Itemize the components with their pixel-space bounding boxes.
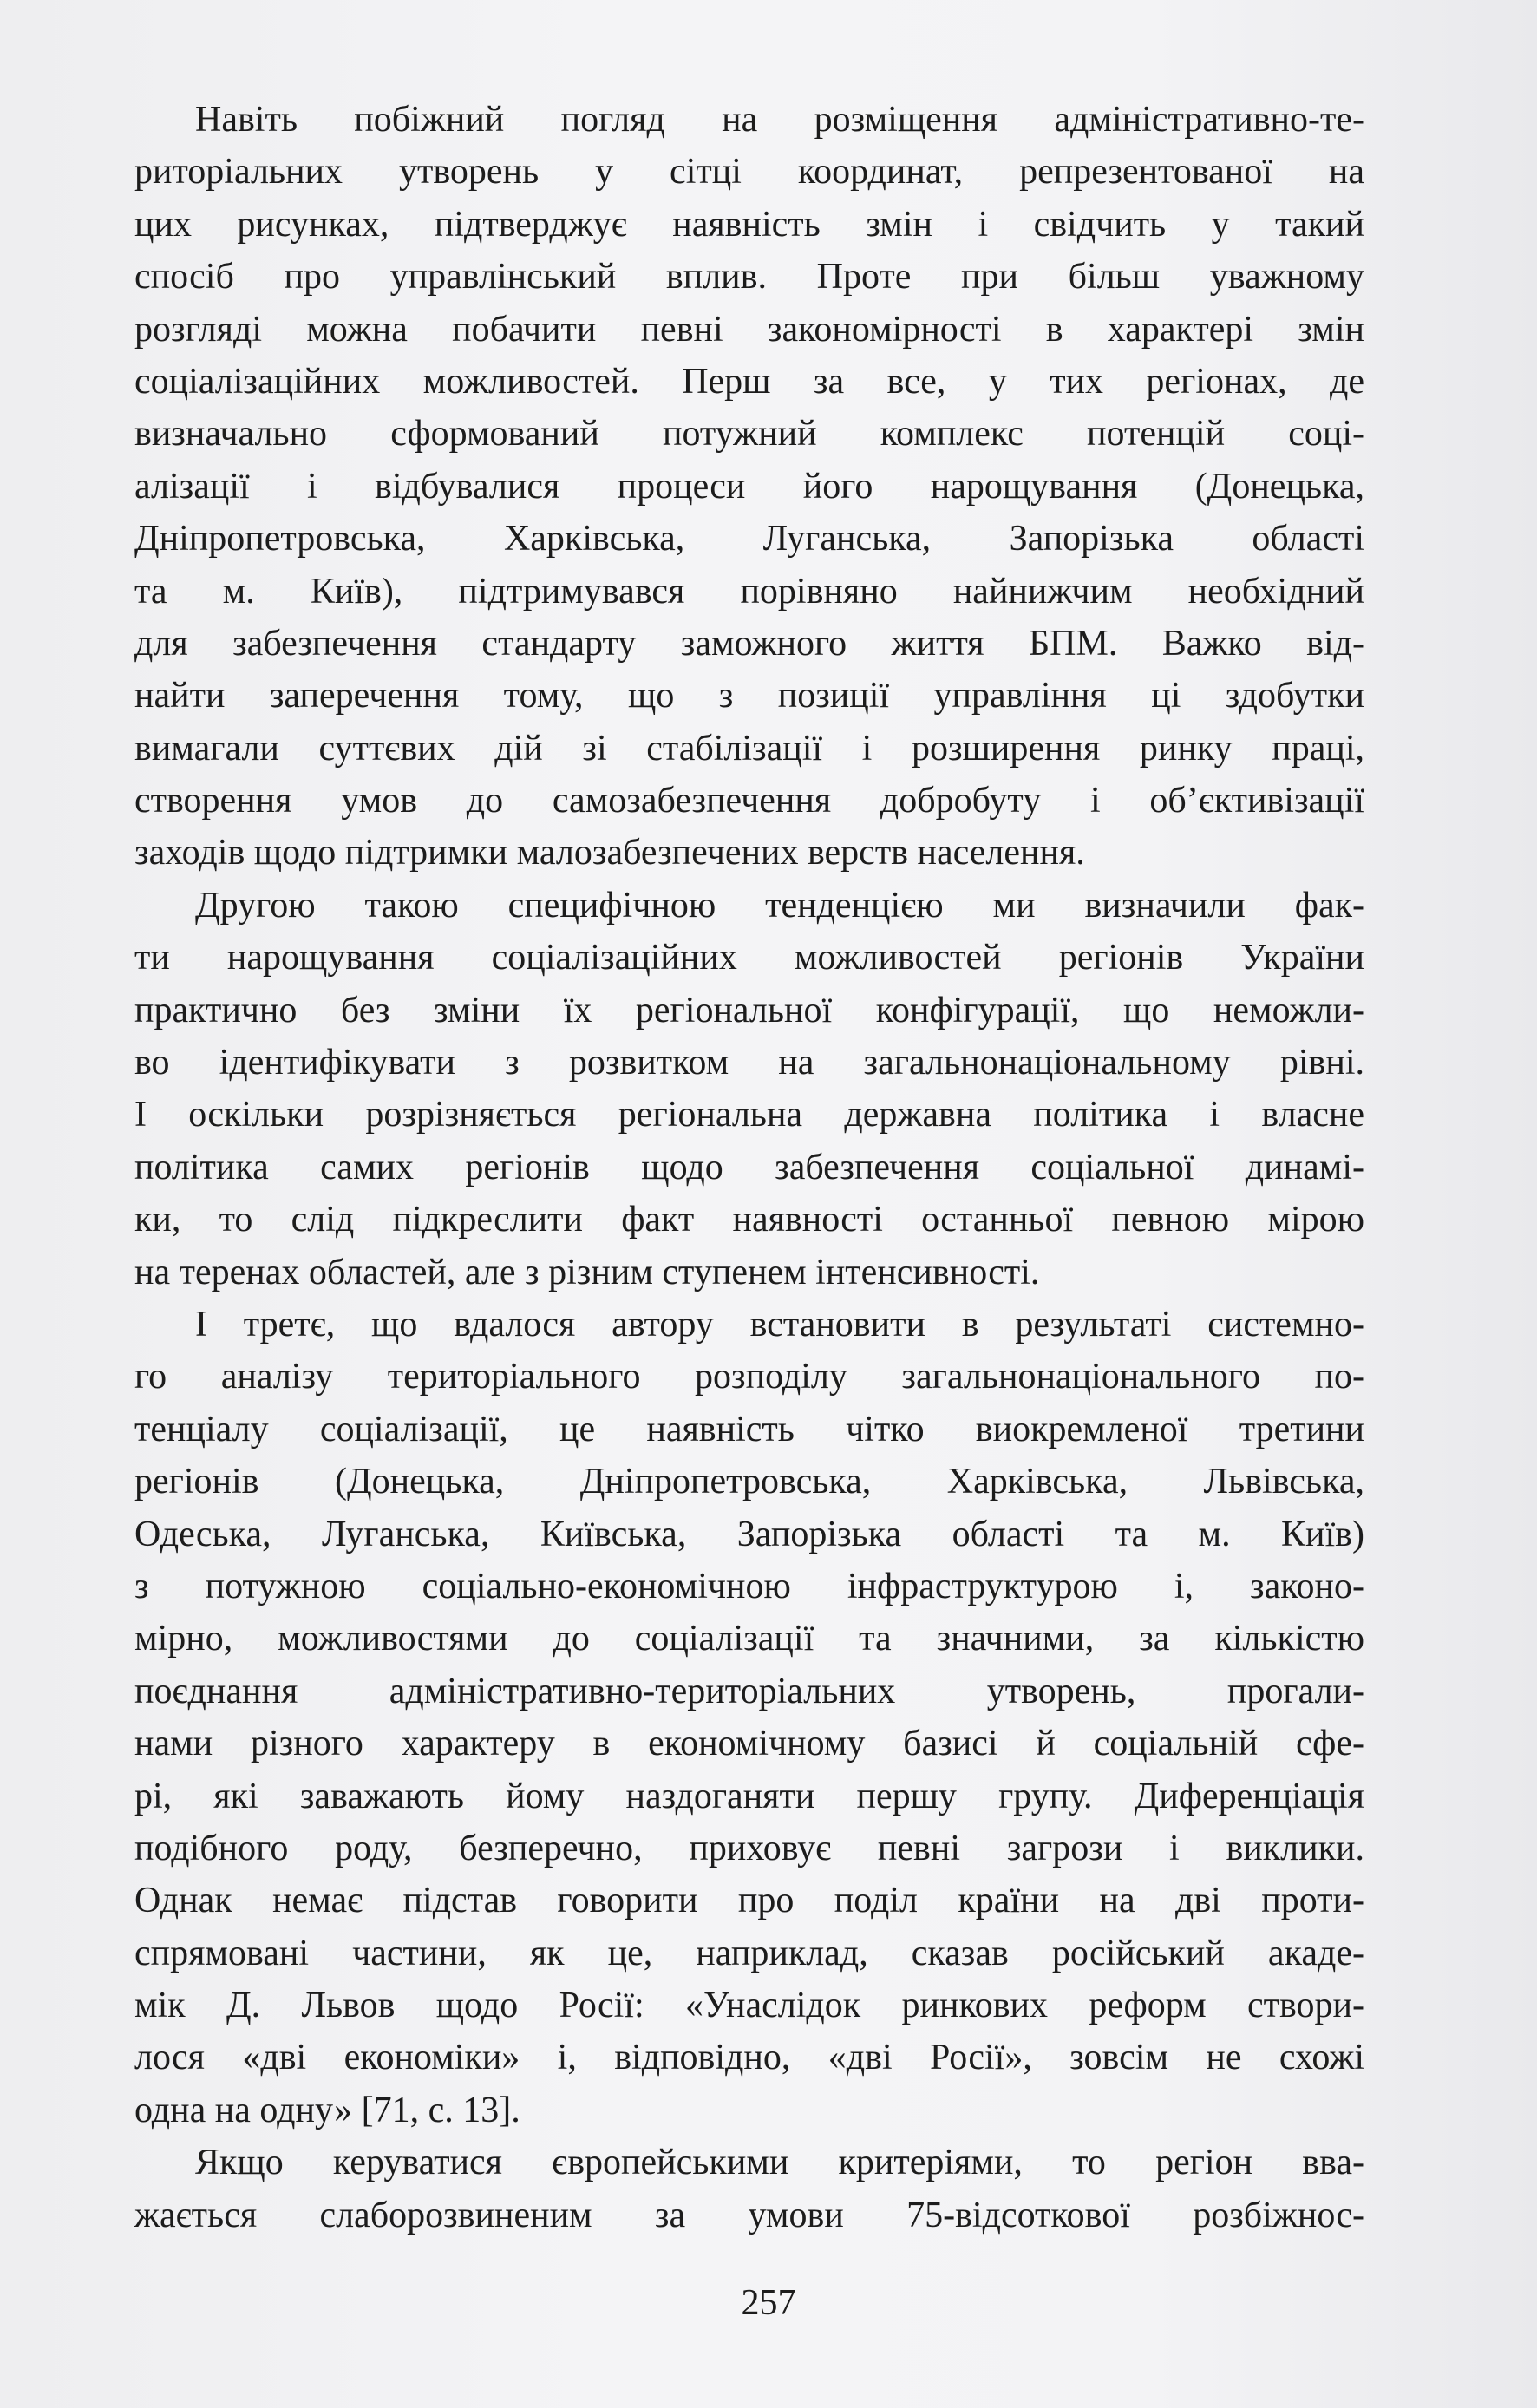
text-line: нами різного характеру в економічному базисі й соціальній сфе- [134,1724,1364,1764]
paragraph [134,2136,1364,2241]
text-line: ки, то слід підкреслити факт наявності останньої певною мірою [134,1200,1364,1240]
text-line: практично без зміни їх регіональної конфігурації, що неможли- [134,990,1364,1031]
body-text [134,94,1364,2241]
text-line: розгляді можна побачити певні закономірності в характері змін [134,309,1364,350]
text-line: тенціалу соціалізації, це наявність чітко виокремленої третини [134,1409,1364,1449]
text-line: з потужною соціально-економічною інфраструктурою і, законо- [134,1566,1364,1606]
text-line: визначально сформований потужний комплекс потенцій соці- [134,414,1364,455]
text-line: го аналізу територіального розподілу загальнонаціонального по- [134,1357,1364,1397]
text-line: Дніпропетровська, Харківська, Луганська, Запорізька області [134,519,1364,559]
text-line: лося «дві економіки» і, відповідно, «дві Росії», зовсім не схожі [134,2038,1364,2078]
text-line: одна на одну» [71, с. 13]. [134,2090,520,2130]
text-line: во ідентифікувати з розвитком на загальнонаціональному рівні. [134,1043,1364,1083]
text-line: заходів щодо підтримки малозабезпечених верств населення. [134,833,1085,874]
text-line: регіонів (Донецька, Дніпропетровська, Харківська, Львівська, [134,1462,1364,1502]
page-number: 257 [741,2283,796,2323]
text-line: І оскільки розрізняється регіональна державна політика і власне [134,1095,1364,1135]
text-line: найти заперечення тому, що з позиції управління ці здобутки [134,676,1364,717]
text-line: Другою такою специфічною тенденцією ми визначили фак- [195,885,1364,926]
text-line: соціалізаційних можливостей. Перш за все, у тих регіонах, де [134,361,1364,402]
text-line: спрямовані частини, як це, наприклад, сказав російський акаде- [134,1933,1364,1973]
text-line: Якщо керуватися європейськими критеріями, то регіон вва- [195,2143,1364,2183]
paragraph [134,94,1364,880]
text-line: ти нарощування соціалізаційних можливостей регіонів України [134,938,1364,978]
text-line: поєднання адміністративно-територіальних утворень, прогали- [134,1671,1364,1711]
text-line: рі, які заважають йому наздоганяти першу групу. Диференціація [134,1776,1364,1816]
text-line: Одеська, Луганська, Київська, Запорізька області та м. Київ) [134,1514,1364,1554]
text-line: створення умов до самозабезпечення добробуту і об’єктивізації [134,781,1364,821]
text-line: спосіб про управлінський вплив. Проте при більш уважному [134,257,1364,298]
paragraph [134,1299,1364,2136]
text-line: жається слаборозвиненим за умови 75-відсоткової розбіжнос- [134,2195,1364,2235]
text-line: цих рисунках, підтверджує наявність змін і свідчить у такий [134,204,1364,245]
text-line: алізації і відбувалися процеси його нарощування (Донецька, [134,466,1364,507]
text-line: для забезпечення стандарту заможного життя БПМ. Важко від- [134,623,1364,664]
text-line: Однак немає підстав говорити про поділ країни на дві проти- [134,1881,1364,1921]
text-line: подібного роду, безперечно, приховує певні загрози і виклики. [134,1828,1364,1868]
text-line: Навіть побіжний погляд на розміщення адміністративно-те- [195,100,1364,140]
text-line: та м. Київ), підтримувався порівняно найнижчим необхідний [134,571,1364,612]
text-line: політика самих регіонів щодо забезпечення соціальної динамі- [134,1147,1364,1188]
text-line: І третє, що вдалося автору встановити в результаті системно- [195,1304,1364,1345]
paragraph [134,880,1364,1299]
text-line: вимагали суттєвих дій зі стабілізації і розширення ринку праці, [134,728,1364,769]
text-line: на теренах областей, але з різним ступенем інтенсивності. [134,1252,1040,1292]
text-line: мірно, можливостями до соціалізації та значними, за кількістю [134,1619,1364,1659]
text-line: мік Д. Львов щодо Росії: «Унаслідок ринкових реформ створи- [134,1986,1364,2026]
text-line: риторіальних утворень у сітці координат, репрезентованої на [134,152,1364,193]
